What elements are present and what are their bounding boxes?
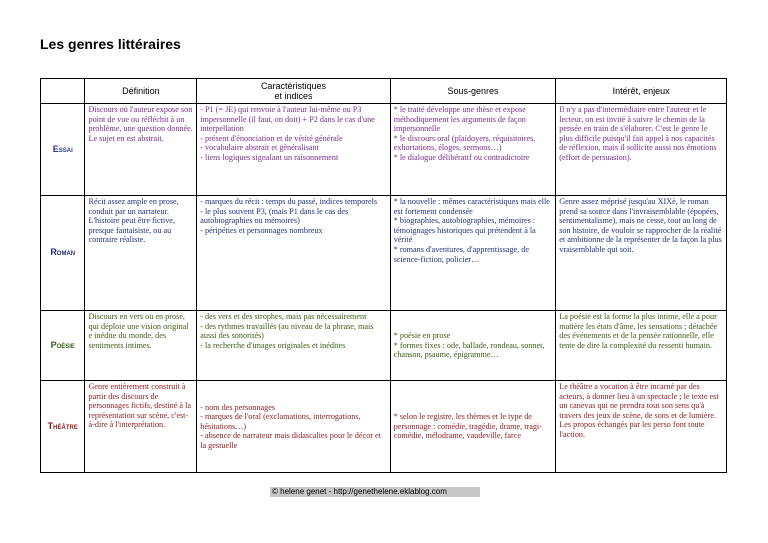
sous-genres-cell: * poésie en prose * formes fixes : ode, ballade, rondeau, sonnet, chanson, psaume, épigramme… bbox=[390, 311, 556, 381]
header-interet: Intérêt, enjeux bbox=[556, 79, 727, 104]
table-row-essai bbox=[41, 104, 727, 196]
table-header-row bbox=[41, 79, 727, 104]
genre-label: Roman bbox=[41, 196, 85, 311]
genres-table bbox=[40, 78, 727, 473]
sous-genres-cell: * selon le registre, les thèmes et le type de personnage : comédie, tragédie, drame, tragi-comédie, mélodrame, vaudeville, farce bbox=[390, 381, 556, 473]
table-row-poesie bbox=[41, 311, 727, 381]
interet-cell: La poésie est la forme la plus intime, elle a pour matière les états d'âme, les sensations ; détachée des événements et de la pensée rationnelle, elle tente de dire la complexité du ressenti humain. bbox=[556, 311, 727, 381]
copyright-footer[interactable]: © helene genet - http://genethelene.eklablog.com bbox=[270, 487, 480, 497]
header-definition: Définition bbox=[85, 79, 197, 104]
genre-label: Poésie bbox=[41, 311, 85, 381]
page-title: Les genres littéraires bbox=[40, 36, 181, 52]
sous-genres-cell: * la nouvelle : mêmes caractéristiques mais elle est fortement condensée * biographies, autobiographies, mémoires : témoignages historiques qui prétendent à la vérité * romans d'aventures, d'apprentissage, de science-fiction, policier… bbox=[390, 196, 556, 311]
sous-genres-cell: * le traité développe une thèse et expose méthodiquement les arguments de façon impersonnelle * le discours oral (plaidoyers, réquisitoires, exhortations, éloges, sermons…) * le dialogue délibératif ou contradictoire bbox=[390, 104, 556, 196]
definition-cell: Discours en vers ou en prose, qui déploie une vision original e inédite du monde, des sentiments intimes. bbox=[85, 311, 197, 381]
interet-cell: Genre assez méprisé jusqu'au XIXè, le roman prend sa source dans l'invraisemblable (épopées, sentimentalisme), mais ne cesse, tout au long de son histoire, de vouloir se rapprocher de la réalité et ambitionne de la représenter de la façon la plus vraisemblable qui soit. bbox=[556, 196, 727, 311]
caracteristiques-cell: - des vers et des strophes, mais pas nécessairement - des rythmes travaillés (au niveau de la phrase, mais aussi des sonorités) - la recherche d'images originales et inédites bbox=[197, 311, 390, 381]
table-row-roman bbox=[41, 196, 727, 311]
interet-cell: Il n'y a pas d'intermédiaire entre l'auteur et le lecteur, on est invité à suivre le chemin de la pensée en train de s'élaborer. C'est le genre le plus difficile puisqu'il fait appel à nos capacités de réflexion, mais il sollicite aussi nos émotions (effort de persuasion). bbox=[556, 104, 727, 196]
header-sous-genres: Sous-genres bbox=[390, 79, 556, 104]
interet-cell: Le théâtre a vocation à être incarné par des acteurs, à donner lieu à un spectacle ; le texte est un canevas qui ne prendra tout son sens qu'à travers des jeux de scène, de sons et de lumière. Les propos échangés par les perso font toute l'action. bbox=[556, 381, 727, 473]
header-genre bbox=[41, 79, 85, 104]
table-row-theatre bbox=[41, 381, 727, 473]
genre-label: Essai bbox=[41, 104, 85, 196]
definition-cell: Récit assez ample en prose, conduit par un narrateur. L'histoire peut être fictive, presque fantaisiste, ou au contraire réaliste. bbox=[85, 196, 197, 311]
definition-cell: Discours où l'auteur expose son point de vue ou réfléchit à un problème, une question donnée. Le sujet en est abstrait. bbox=[85, 104, 197, 196]
caracteristiques-cell: - marques du récit : temps du passé, indices temporels - le plus souvent P3, (mais P1 dans le cas des autobiographies ou mémoires) - péripéties et personnages nombreux bbox=[197, 196, 390, 311]
header-caracteristiques: Caractéristiques et indices bbox=[197, 79, 390, 104]
caracteristiques-cell: - P1 (= JE) qui renvoie à l'auteur lui-même ou P3 impersonnelle (il faut, on doit) + P2 dans le cas d'une interpellation - présent d'énonciation et de vérité générale - vocabulaire abstrait et généralisant - liens logiques signalant un raisonnement bbox=[197, 104, 390, 196]
caracteristiques-cell: - nom des personnages - marques de l'oral (exclamations, interrogations, hésitations…) - absence de narrateur mais didascalies pour le décor et la gestuelle bbox=[197, 381, 390, 473]
genre-label: Théâtre bbox=[41, 381, 85, 473]
definition-cell: Genre entièrement construit à partir des discours de personnages fictifs, destiné à la représentation sur scène, c'est-à-dire à l'interprétation. bbox=[85, 381, 197, 473]
